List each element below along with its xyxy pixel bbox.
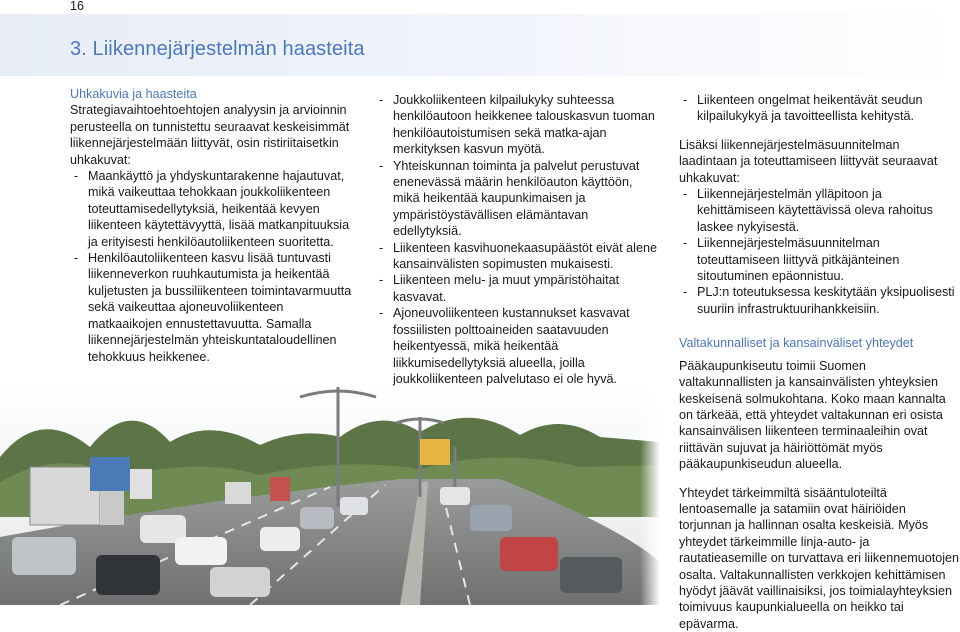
spacer (679, 473, 960, 485)
right-heading-2: Valtakunnalliset ja kansainväliset yhteydet (679, 336, 914, 351)
right-column (679, 92, 960, 632)
page-number-bar (0, 0, 960, 14)
list-item: - Liikennejärjestelmän ylläpitoon ja kehittämiseen käytettävissä oleva rahoitus laskee nykyisestä. (679, 186, 960, 235)
list-item: - Liikenteen kasvihuonekaasupäästöt eivät alene kansainvälisten sopimusten mukaisesti. (375, 240, 657, 273)
right-para-2: Pääkaupunkiseutu toimii Suomen valtakunnallisten ja kansainvälisten yhteyksien keskeisenä solmukohtana. Koko maan kannalta on tärkeää, että yhteydet valtakunnan eri osista kansainvälisen liikenteen terminaaleihin ovat riittävän sujuvat ja häiriöttömät myös pääkaupunkiseudun alueella. (679, 358, 946, 472)
left-heading: Uhkakuvia ja haasteita (70, 87, 197, 101)
spacer (679, 125, 960, 137)
page-number: 16 (70, 0, 84, 13)
list-item: - PLJ:n toteutuksessa keskitytään yksipuolisesti suuriin infrastruktuurihankkeisiin. (679, 284, 960, 317)
highway-photo-illustration (0, 387, 660, 605)
section-title: 3. Liikennejärjestelmän haasteita (70, 38, 365, 60)
list-item: - Maankäyttö ja yhdyskuntarakenne hajautuvat, mikä vaikeuttaa tehokkaan joukkoliikenteen toteuttamisedellytyksiä, heikentää kevyen liikenteen käytettävyyttä, lisää matkanpituuksia ja erityisesti henkilöautoliikenteen suoritetta. (70, 168, 360, 250)
list-item: - Liikenteen melu- ja muut ympäristöhaitat kasvavat. (375, 272, 657, 305)
right-para-1: Lisäksi liikennejärjestelmäsuunnitelman laadintaan ja toteuttamiseen liittyvät seuraavat uhkakuvat: (679, 137, 938, 185)
list-item: - Ajoneuvoliikenteen kustannukset kasvavat fossiilisten polttoaineiden saatavuuden heikentyessä, mikä heikentää liikkumisedellytyksiä alueella, joilla joukkoliikenteen palvelutaso ei ole hyvä. (375, 305, 657, 387)
left-bullet-list (70, 168, 360, 365)
right-bullet-list-mid (679, 186, 960, 317)
left-intro: Strategiavaihtoehtoehtojen analyysin ja arvioinnin perusteella on tunnistettu seuraavat keskeisimmät liikennejärjestelmään liittyvät, osin ristiriitaisetkin uhkakuvat: (70, 103, 350, 167)
right-para-3: Yhteydet tärkeimmiltä sisääntuloteiltä lentoasemalle ja satamiin ovat häiriöiden torjunnan ja hallinnan osalta keskeisiä. Myös yhteydet tärkeimmille linja-auto- ja rautatieasemille on turvattava eri liikennemuotojen osalta. Valtakunnallisten verkkojen kehittämisen hyödyt jäävät vaillinaisiksi, jos toimialayhteyksien toimivuus kaupunkialueella on heikko tai epävarma. (679, 485, 960, 631)
list-item: - Yhteiskunnan toiminta ja palvelut perustuvat enenevässä määrin henkilöauton käyttöön, mikä heikentää kaupunkimaisen ja ympäristöystävällisen elämäntavan edellytyksiä. (375, 158, 657, 240)
highway-traffic-photo (0, 387, 660, 605)
left-column (70, 86, 360, 365)
list-item: - Liikenteen ongelmat heikentävät seudun kilpailukykyä ja tavoitteellista kehitystä. (679, 92, 960, 125)
middle-bullet-list (375, 92, 657, 387)
spacer (679, 317, 960, 335)
middle-column (375, 92, 657, 387)
list-item: - Liikennejärjestelmäsuunnitelman toteuttamiseen liittyvä pitkäjänteinen sitoutuminen epäonnistuu. (679, 235, 960, 284)
right-bullet-list-top (679, 92, 960, 125)
list-item: - Joukkoliikenteen kilpailukyky suhteessa henkilöautoon heikkenee talouskasvun tuoman henkilöautoistumisen sekä matka-ajan merkityksen kasvun myötä. (375, 92, 657, 158)
list-item: - Henkilöautoliikenteen kasvu lisää tuntuvasti liikenneverkon ruuhkautumista ja heikentää kuljetusten ja bussiliikenteen toimintavarmuutta sekä vaikeuttaa ajoneuvoliikenteen matkaaikojen ennustettavuutta. Samalla liikennejärjestelmän yhteiskuntataloudellinen tehokkuus heikkenee. (70, 250, 360, 365)
